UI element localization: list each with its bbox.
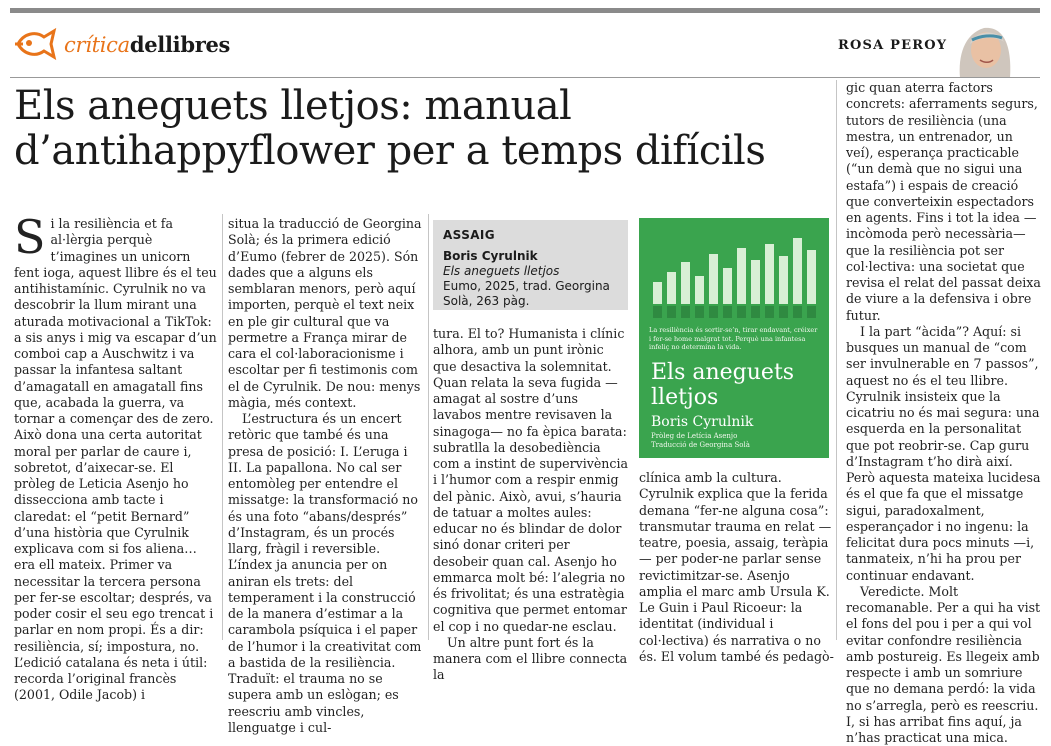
cover-blurb: La resiliència és sortir-se’n, tirar endavant, créixer i fer-se home malgrat tot. Perquè una infantesa infeliç no determina la vida. xyxy=(649,326,818,351)
book-info-box xyxy=(433,220,628,310)
logo-dellibres: dellibres xyxy=(129,31,231,57)
column-divider xyxy=(222,214,223,640)
cover-prologue: Pròleg de Letícia Asenjo xyxy=(651,432,738,440)
article-column-1 xyxy=(14,210,218,704)
article-column-2 xyxy=(228,216,425,736)
cover-title: Els aneguets lletjos xyxy=(651,360,795,410)
top-rule xyxy=(10,8,1040,13)
paragraph: gic quan aterra factors concrets: aferraments segurs, tutors de resiliència (una mestra, un entrenador, un veí), esperança practicable (“un demà que no sigui una estafa”) i espais de creació que converteixin espectadors en agents. Fins i tot la idea —incòmoda però necessària— que la resiliència pot ser col·lectiva: una societat que revisa el relat del passat deixa de viure a la defensiva i obre futur. xyxy=(846,80,1041,323)
site-logo[interactable] xyxy=(14,26,230,62)
cover-bars-graphic xyxy=(645,224,823,324)
paragraph: situa la traducció de Georgina Solà; és la primera edició d’Eumo (febrer de 2025). Són dades que a alguns els semblaran menors, però aquí importen, perquè el text neix en ple gir cultural que va permetre a França mirar de cara el col·laboracionisme i escoltar per fi testimonis com el de Cyrulnik. De nou: menys màgia, més context. xyxy=(228,216,422,410)
cover-credits xyxy=(651,432,821,450)
genre-tag: ASSAIG xyxy=(443,228,496,242)
logo-critica: crítica xyxy=(64,32,130,57)
author-name: ROSA PEROY xyxy=(838,38,948,53)
column-divider xyxy=(836,80,837,640)
paragraph: clínica amb la cultura. Cyrulnik explica que la ferida demana “fer-ne alguna cosa”: transmutar trauma en relat —teatre, poesia, assaig, teràpia— per poder-ne parlar sense revictimitzar-se. Asenjo amplia el marc amb Ursula K. Le Guin i Paul Ricoeur: la identitat (individual i col·lectiva) és narrativa o no és. El volum també és pedagò- xyxy=(639,470,834,664)
book-author: Boris Cyrulnik xyxy=(443,249,538,263)
book-title: Els aneguets lletjos xyxy=(443,264,560,278)
drop-cap: S xyxy=(14,210,46,264)
paragraph: i la resiliència et fa al·lèrgia perquè t’imagines un unicorn fent ioga, aquest llibre és el teu antihistamínic. Cyrulnik no va descobrir la llum mirant una aturada motivacional a TikTok: a sis anys i mig va escapar d’un comboi cap a Auschwitz i va passar la infantesa saltant d’amagatall en amagatall fins que, acabada la guerra, va tornar a començar des de zero. Això dona una certa autoritat moral per parlar de caure i, sobretot, d’aixecar-se. El pròleg de Leticia Asenjo ho dissecciona amb tacte i claredat: el “petit Bernard” d’una història que Cyrulnik explicava com si fos aliena… era ell mateix. Primer va necessitar la tercera persona per fer-se escoltar; després, va poder cosir el seu ego trencat i parlar en nom propi. És a dir: resiliència, sí; impostura, no. L’edició catalana és neta i útil: recorda l’original francès (2001, Odile Jacob) i xyxy=(14,216,217,703)
paragraph: L’estructura és un encert retòric que també és una presa de posició: I. L’eruga i II. La papallona. No cal ser entomòleg per entendre el missatge: la transformació no és una foto “abans/després” d’Instagram, és un procés llarg, fràgil i reversible. L’índex ja anuncia per on aniran els trets: del temperament i la construcció de la manera d’estimar a la carambola psíquica i el paper de l’humor i la creativitat com a bastida de la resiliència. Traduït: el trauma no se supera amb un eslògan; es reescriu amb vincles, llenguatge i cul- xyxy=(228,411,422,735)
article-title: Els aneguets lletjos: manual d’antihappyflower per a temps difícils xyxy=(14,83,766,174)
paragraph: Un altre punt fort és la manera com el llibre connecta la xyxy=(433,634,628,683)
header-rule xyxy=(10,77,1040,78)
book-details: Eumo, 2025, trad. Georgina Solà, 263 pàg. xyxy=(443,279,610,308)
paragraph: I la part “àcida”? Aquí: si busques un manual de “com ser invulnerable en 7 passos”, aquest no és el teu llibre. Cyrulnik insisteix que la cicatriu no és mai segura: una esquerda en la personalitat que pot reobrir-se. Cap guru d’Instagram t’ho dirà així. Però aquesta mateixa lucidesa és el que fa que el missatge sigui, paradoxalment, esperançador i no ingenu: la felicitat dura pocs minuts —i, tanmateix, n’hi ha prou per continuar endavant. xyxy=(846,323,1041,583)
paragraph: tura. El to? Humanista i clínic alhora, amb un punt irònic que desactiva la solemnitat. Quan relata la seva fugida —amagat al sostre d’uns lavabos mentre revisaven la sinagoga— no fa èpica barata: subratlla la desobediència com a instint de supervivència i l’humor com a respir enmig del pànic. Això, avui, s’hauria de tatuar a moltes aules: educar no és blindar de dolor sinó donar criteri per desobeir quan cal. Asenjo ho emmarca molt bé: l’alegria no és frivolitat; és una estratègia cognitiva que permet entomar el cop i no quedar-ne esclau. xyxy=(433,326,628,634)
cover-translation: Traducció de Georgina Solà xyxy=(651,441,750,449)
article-column-5 xyxy=(846,80,1044,746)
author-avatar xyxy=(950,16,1018,78)
logo-text xyxy=(64,32,230,57)
book-cover-image xyxy=(639,218,829,458)
fish-logo-icon xyxy=(14,27,60,61)
article-column-4 xyxy=(639,470,834,665)
column-divider xyxy=(428,214,429,640)
cover-author: Boris Cyrulnik xyxy=(651,414,754,430)
article-column-3 xyxy=(433,326,628,684)
paragraph: Veredicte. Molt recomanable. Per a qui ha vist el fons del pou i per a qui vol evitar confondre resiliència amb postureig. Es llegeix amb respecte i amb un somriure que no demana perdó: la vida no s’arregla, però es reescriu. I, si has arribat fins aquí, ja n’has practicat una mica. xyxy=(846,583,1041,745)
